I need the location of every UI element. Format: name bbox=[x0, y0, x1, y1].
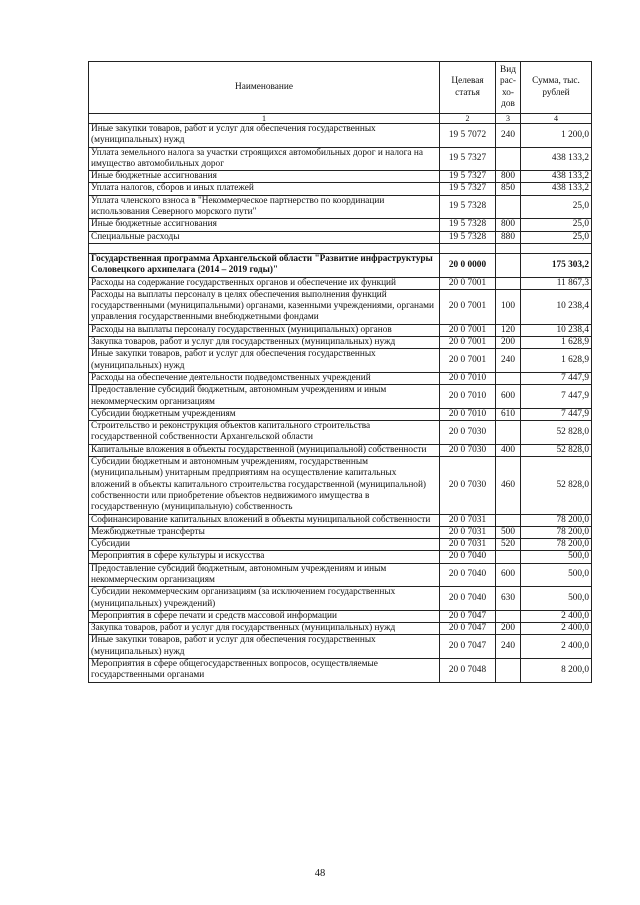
row-sum: 10 238,4 bbox=[521, 324, 592, 336]
row-sum: 438 133,2 bbox=[521, 171, 592, 183]
row-expense-type: 120 bbox=[496, 324, 521, 336]
table-body bbox=[89, 124, 592, 683]
row-target-code: 20 0 7001 bbox=[440, 277, 496, 289]
row-target-code: 20 0 7030 bbox=[440, 457, 496, 514]
table-row bbox=[89, 124, 592, 148]
row-expense-type bbox=[496, 195, 521, 219]
row-sum: 1 628,9 bbox=[521, 337, 592, 349]
row-target-code: 20 0 7030 bbox=[440, 421, 496, 445]
row-sum: 2 400,0 bbox=[521, 610, 592, 622]
row-expense-type bbox=[496, 421, 521, 445]
row-name: Закупка товаров, работ и услуг для государственных (муниципальных) нужд bbox=[89, 337, 440, 349]
row-target-code: 19 5 7327 bbox=[440, 183, 496, 195]
row-sum: 8 200,0 bbox=[521, 659, 592, 683]
column-number: 4 bbox=[521, 114, 592, 124]
row-target-code: 20 0 7010 bbox=[440, 372, 496, 384]
row-sum: 10 238,4 bbox=[521, 289, 592, 324]
row-name: Иные закупки товаров, работ и услуг для обеспечения государственных (муниципальных) нужд bbox=[89, 635, 440, 659]
table-header-row bbox=[89, 62, 592, 114]
row-target-code: 20 0 7040 bbox=[440, 563, 496, 587]
row-sum: 7 447,9 bbox=[521, 408, 592, 420]
table-row bbox=[89, 337, 592, 349]
table-row bbox=[89, 635, 592, 659]
row-expense-type: 460 bbox=[496, 457, 521, 514]
row-target-code: 20 0 0000 bbox=[440, 253, 496, 277]
table-row bbox=[89, 623, 592, 635]
row-target-code: 19 5 7328 bbox=[440, 195, 496, 219]
table-row bbox=[89, 457, 592, 514]
row-sum: 438 133,2 bbox=[521, 183, 592, 195]
column-number: 1 bbox=[89, 114, 440, 124]
row-sum: 78 200,0 bbox=[521, 526, 592, 538]
row-expense-type: 200 bbox=[496, 337, 521, 349]
row-name: Предоставление субсидий бюджетным, автономным учреждениям и иным некоммерческим организациям bbox=[89, 563, 440, 587]
row-target-code: 19 5 7327 bbox=[440, 147, 496, 171]
row-target-code: 20 0 7030 bbox=[440, 444, 496, 456]
row-target-code: 20 0 7047 bbox=[440, 623, 496, 635]
row-expense-type bbox=[496, 147, 521, 171]
table-row bbox=[89, 514, 592, 526]
row-name: Мероприятия в сфере общегосударственных вопросов, осуществляемые государственными органами bbox=[89, 659, 440, 683]
row-name: Иные бюджетные ассигнования bbox=[89, 219, 440, 231]
table-row bbox=[89, 408, 592, 420]
table-row bbox=[89, 551, 592, 563]
row-sum: 11 867,3 bbox=[521, 277, 592, 289]
row-sum: 78 200,0 bbox=[521, 514, 592, 526]
row-expense-type: 800 bbox=[496, 171, 521, 183]
table-row bbox=[89, 444, 592, 456]
table-row bbox=[89, 171, 592, 183]
row-sum: 52 828,0 bbox=[521, 457, 592, 514]
row-target-code bbox=[440, 243, 496, 253]
row-sum: 25,0 bbox=[521, 219, 592, 231]
row-expense-type bbox=[496, 372, 521, 384]
row-sum: 438 133,2 bbox=[521, 147, 592, 171]
row-sum: 25,0 bbox=[521, 231, 592, 243]
table-row bbox=[89, 372, 592, 384]
header-sum: Сумма, тыс. рублей bbox=[521, 62, 592, 114]
row-name: Мероприятия в сфере культуры и искусства bbox=[89, 551, 440, 563]
table-row bbox=[89, 324, 592, 336]
row-name: Межбюджетные трансферты bbox=[89, 526, 440, 538]
row-target-code: 20 0 7031 bbox=[440, 539, 496, 551]
row-target-code: 20 0 7010 bbox=[440, 408, 496, 420]
row-sum: 500,0 bbox=[521, 587, 592, 611]
program-row bbox=[89, 253, 592, 277]
page-number: 48 bbox=[314, 868, 326, 879]
row-expense-type bbox=[496, 551, 521, 563]
row-target-code: 20 0 7010 bbox=[440, 385, 496, 409]
table-row bbox=[89, 539, 592, 551]
row-target-code: 20 0 7001 bbox=[440, 324, 496, 336]
row-target-code: 20 0 7001 bbox=[440, 349, 496, 373]
row-expense-type: 610 bbox=[496, 408, 521, 420]
row-target-code: 20 0 7031 bbox=[440, 526, 496, 538]
row-sum: 7 447,9 bbox=[521, 372, 592, 384]
row-name: Уплата налогов, сборов и иных платежей bbox=[89, 183, 440, 195]
row-name: Софинансирование капитальных вложений в объекты муниципальной собственности bbox=[89, 514, 440, 526]
row-target-code: 19 5 7328 bbox=[440, 219, 496, 231]
row-name: Строительство и реконструкция объектов капитального строительства государственной собственности Архангельской области bbox=[89, 421, 440, 445]
row-target-code: 20 0 7047 bbox=[440, 610, 496, 622]
row-target-code: 20 0 7001 bbox=[440, 289, 496, 324]
row-sum: 25,0 bbox=[521, 195, 592, 219]
table-row bbox=[89, 195, 592, 219]
row-expense-type bbox=[496, 277, 521, 289]
row-target-code: 19 5 7327 bbox=[440, 171, 496, 183]
row-expense-type: 240 bbox=[496, 635, 521, 659]
row-sum: 1 628,9 bbox=[521, 349, 592, 373]
row-name: Субсидии bbox=[89, 539, 440, 551]
row-name: Уплата членского взноса в "Некоммерческое партнерство по координации использования Северного морского пути" bbox=[89, 195, 440, 219]
table-row bbox=[89, 219, 592, 231]
row-expense-type: 240 bbox=[496, 124, 521, 148]
row-name: Расходы на содержание государственных органов и обеспечение их функций bbox=[89, 277, 440, 289]
row-expense-type bbox=[496, 253, 521, 277]
row-expense-type: 240 bbox=[496, 349, 521, 373]
row-expense-type: 600 bbox=[496, 385, 521, 409]
table-row bbox=[89, 231, 592, 243]
column-number: 2 bbox=[440, 114, 496, 124]
row-target-code: 19 5 7328 bbox=[440, 231, 496, 243]
table-row bbox=[89, 277, 592, 289]
row-name: Капитальные вложения в объекты государственной (муниципальной) собственности bbox=[89, 444, 440, 456]
row-expense-type: 880 bbox=[496, 231, 521, 243]
row-expense-type: 400 bbox=[496, 444, 521, 456]
header-target-code: Целевая статья bbox=[440, 62, 496, 114]
column-number: 3 bbox=[496, 114, 521, 124]
table-row bbox=[89, 385, 592, 409]
row-expense-type: 630 bbox=[496, 587, 521, 611]
row-name: Расходы на выплаты персоналу в целях обеспечения выполнения функций государственными (муниципальными) органами, казенными учреждениями, органами управления государственными внебюджетными фондами bbox=[89, 289, 440, 324]
row-expense-type bbox=[496, 514, 521, 526]
row-name: Иные бюджетные ассигнования bbox=[89, 171, 440, 183]
table-row bbox=[89, 349, 592, 373]
row-target-code: 20 0 7040 bbox=[440, 587, 496, 611]
row-expense-type: 520 bbox=[496, 539, 521, 551]
budget-table bbox=[88, 61, 592, 683]
row-sum: 2 400,0 bbox=[521, 623, 592, 635]
spacer-row bbox=[89, 243, 592, 253]
table-row bbox=[89, 526, 592, 538]
row-sum: 2 400,0 bbox=[521, 635, 592, 659]
row-name: Субсидии некоммерческим организациям (за исключением государственных (муниципальных) учреждений) bbox=[89, 587, 440, 611]
table-row bbox=[89, 659, 592, 683]
row-expense-type: 600 bbox=[496, 563, 521, 587]
row-expense-type: 800 bbox=[496, 219, 521, 231]
row-target-code: 20 0 7040 bbox=[440, 551, 496, 563]
table-row bbox=[89, 587, 592, 611]
table-row bbox=[89, 421, 592, 445]
row-name: Предоставление субсидий бюджетным, автономным учреждениям и иным некоммерческим организациям bbox=[89, 385, 440, 409]
row-sum bbox=[521, 243, 592, 253]
row-name: Закупка товаров, работ и услуг для государственных (муниципальных) нужд bbox=[89, 623, 440, 635]
row-target-code: 20 0 7048 bbox=[440, 659, 496, 683]
row-name bbox=[89, 243, 440, 253]
table-row bbox=[89, 147, 592, 171]
row-expense-type bbox=[496, 243, 521, 253]
table-row bbox=[89, 183, 592, 195]
column-number-row bbox=[89, 114, 592, 124]
row-expense-type bbox=[496, 659, 521, 683]
row-name: Расходы на обеспечение деятельности подведомственных учреждений bbox=[89, 372, 440, 384]
row-expense-type: 850 bbox=[496, 183, 521, 195]
row-target-code: 20 0 7031 bbox=[440, 514, 496, 526]
row-name: Мероприятия в сфере печати и средств массовой информации bbox=[89, 610, 440, 622]
row-name: Субсидии бюджетным и автономным учреждениям, государственным (муниципальным) унитарным предприятиям на осуществление капитальных вложений в объекты капитального строительства государственной (муниципальной) собственности или приобретение объектов недвижимого имущества в государственную (муниципальную) собственность bbox=[89, 457, 440, 514]
row-expense-type: 200 bbox=[496, 623, 521, 635]
row-expense-type: 500 bbox=[496, 526, 521, 538]
row-sum: 500,0 bbox=[521, 563, 592, 587]
row-name: Уплата земельного налога за участки строящихся автомобильных дорог и налога на имущество автомобильных дорог bbox=[89, 147, 440, 171]
header-expense-type: Вид рас-хо-дов bbox=[496, 62, 521, 114]
table-row bbox=[89, 289, 592, 324]
row-target-code: 20 0 7001 bbox=[440, 337, 496, 349]
row-sum: 78 200,0 bbox=[521, 539, 592, 551]
row-name: Специальные расходы bbox=[89, 231, 440, 243]
row-sum: 175 303,2 bbox=[521, 253, 592, 277]
row-sum: 52 828,0 bbox=[521, 444, 592, 456]
row-sum: 7 447,9 bbox=[521, 385, 592, 409]
table-row bbox=[89, 563, 592, 587]
header-name: Наименование bbox=[89, 62, 440, 114]
row-name: Субсидии бюджетным учреждениям bbox=[89, 408, 440, 420]
row-expense-type: 100 bbox=[496, 289, 521, 324]
row-name: Иные закупки товаров, работ и услуг для обеспечения государственных (муниципальных) нужд bbox=[89, 124, 440, 148]
row-sum: 500,0 bbox=[521, 551, 592, 563]
row-target-code: 20 0 7047 bbox=[440, 635, 496, 659]
row-name: Государственная программа Архангельской области "Развитие инфраструктуры Соловецкого архипелага (2014 – 2019 годы)" bbox=[89, 253, 440, 277]
row-expense-type bbox=[496, 610, 521, 622]
table-row bbox=[89, 610, 592, 622]
row-sum: 1 200,0 bbox=[521, 124, 592, 148]
row-target-code: 19 5 7072 bbox=[440, 124, 496, 148]
row-sum: 52 828,0 bbox=[521, 421, 592, 445]
row-name: Расходы на выплаты персоналу государственных (муниципальных) органов bbox=[89, 324, 440, 336]
row-name: Иные закупки товаров, работ и услуг для обеспечения государственных (муниципальных) нужд bbox=[89, 349, 440, 373]
